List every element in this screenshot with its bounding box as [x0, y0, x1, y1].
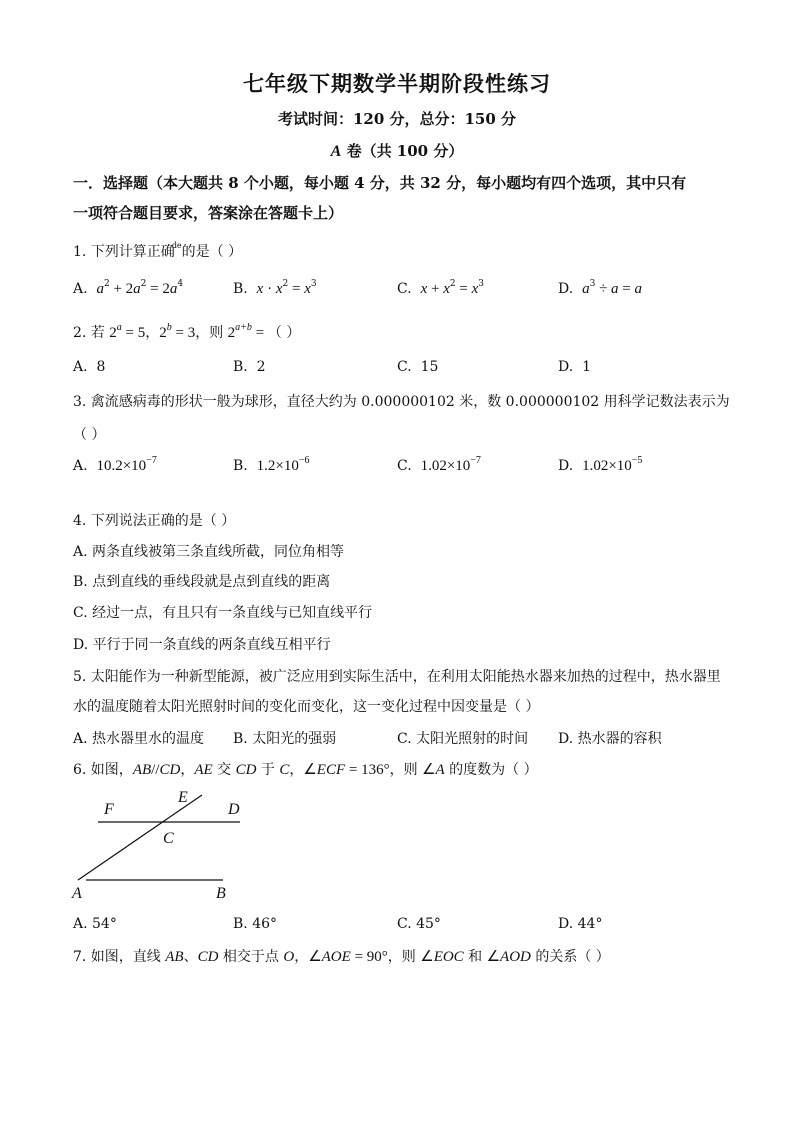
question-7-stem: 7. 如图，直线 AB、CD 相交于点 O，∠AOE = 90°，则 ∠EOC 和 ∠AOD 的关系（ ）: [73, 949, 610, 965]
question-6-option-c[interactable]: C. 45°: [397, 916, 441, 932]
question-1-stem: 1. 下列计算正确$^{de}$的是（ ）: [73, 241, 243, 260]
question-1-option-d[interactable]: D. $a^3 \div a = a$: [558, 279, 643, 297]
label-f: F: [104, 801, 114, 818]
question-6-stem: 6. 如图，AB//CD，AE 交 CD 于 C，∠ECF = 136°，则 ∠A 的度数为（ ）: [73, 762, 538, 778]
exam-info: 考试时间：120 分，总分：150 分: [277, 110, 517, 128]
question-5-option-d[interactable]: D. 热水器的容积: [558, 731, 662, 747]
question-5-option-c[interactable]: C. 太阳光照射的时间: [397, 731, 529, 747]
question-3-option-a[interactable]: A. $10.2\times 10^{-7}$: [73, 455, 157, 474]
question-5-option-b[interactable]: B. 太阳光的强弱: [233, 731, 337, 747]
question-2-option-a[interactable]: A. 8: [73, 359, 106, 375]
question-4-option-d[interactable]: D. 平行于同一条直线的两条直线互相平行: [73, 637, 331, 653]
question-4-option-c[interactable]: C. 经过一点，有且只有一条直线与已知直线平行: [73, 605, 373, 621]
question-2-option-b[interactable]: B. 2: [233, 359, 266, 375]
question-2-option-c[interactable]: C. 15: [397, 359, 439, 375]
parallel-lines-figure: [68, 784, 258, 906]
label-d: D: [228, 801, 240, 818]
label-a: A: [72, 885, 82, 902]
question-1-option-b[interactable]: B. $x \cdot x^2 = x^3$: [233, 279, 317, 297]
label-c: C: [163, 830, 174, 847]
question-1-option-a[interactable]: A. $a^2 + 2a^2 = 2a^4$: [73, 279, 184, 297]
question-2-option-d[interactable]: D. 1: [558, 359, 592, 375]
question-4-stem: 4. 下列说法正确的是（ ）: [73, 513, 236, 529]
question-5-stem-line2: 水的温度随着太阳光照射时间的变化而变化，这一变化过程中因变量是（ ）: [73, 699, 540, 715]
question-5-stem-line1: 5. 太阳能作为一种新型能源，被广泛应用到实际生活中，在利用太阳能热水器来加热的过程中，热水器里: [73, 669, 721, 685]
section-heading-line2: 一项符合题目要求，答案涂在答题卡上）: [73, 204, 344, 222]
question-6-option-d[interactable]: D. 44°: [558, 916, 603, 932]
question-4-option-b[interactable]: B. 点到直线的垂线段就是点到直线的距离: [73, 574, 331, 590]
label-e: E: [178, 789, 188, 806]
question-6-option-b[interactable]: B. 46°: [233, 916, 278, 932]
question-3-option-c[interactable]: C. $1.02\times 10^{-7}$: [397, 455, 481, 474]
paper-heading: [0, 140, 794, 161]
question-2-stem: 2. 若 $2^a = 5$，$2^b = 3$，则 $2^{a+b}$ = （ ）: [73, 322, 301, 341]
line-ae: [78, 795, 202, 880]
question-3-stem-line2: （ ）: [73, 427, 106, 443]
page-title: 七年级下期数学半期阶段性练习: [243, 71, 551, 96]
question-3-stem-line1: 3. 禽流感病毒的形状一般为球形，直径大约为 0.000000102 米，数 0.000000102 用科学记数法表示为: [73, 394, 730, 410]
section-heading-line1: 一．选择题（本大题共 8 个小题，每小题 4 分，共 32 分，每小题均有四个选项，其中只有: [73, 174, 687, 192]
question-6-option-a[interactable]: A. 54°: [73, 916, 117, 932]
question-3-option-d[interactable]: D. $1.02\times 10^{-5}$: [558, 455, 643, 474]
question-5-option-a[interactable]: A. 热水器里水的温度: [73, 731, 205, 747]
question-3-option-b[interactable]: B. $1.2\times 10^{-6}$: [233, 455, 310, 474]
question-4-option-a[interactable]: A. 两条直线被第三条直线所截，同位角相等: [73, 544, 345, 560]
label-b: B: [216, 885, 226, 902]
question-1-option-c[interactable]: C. $x + x^2 = x^3$: [397, 279, 484, 297]
paper-heading-text: 卷（共 100 分）: [341, 142, 464, 160]
paper-letter: A: [330, 143, 342, 160]
